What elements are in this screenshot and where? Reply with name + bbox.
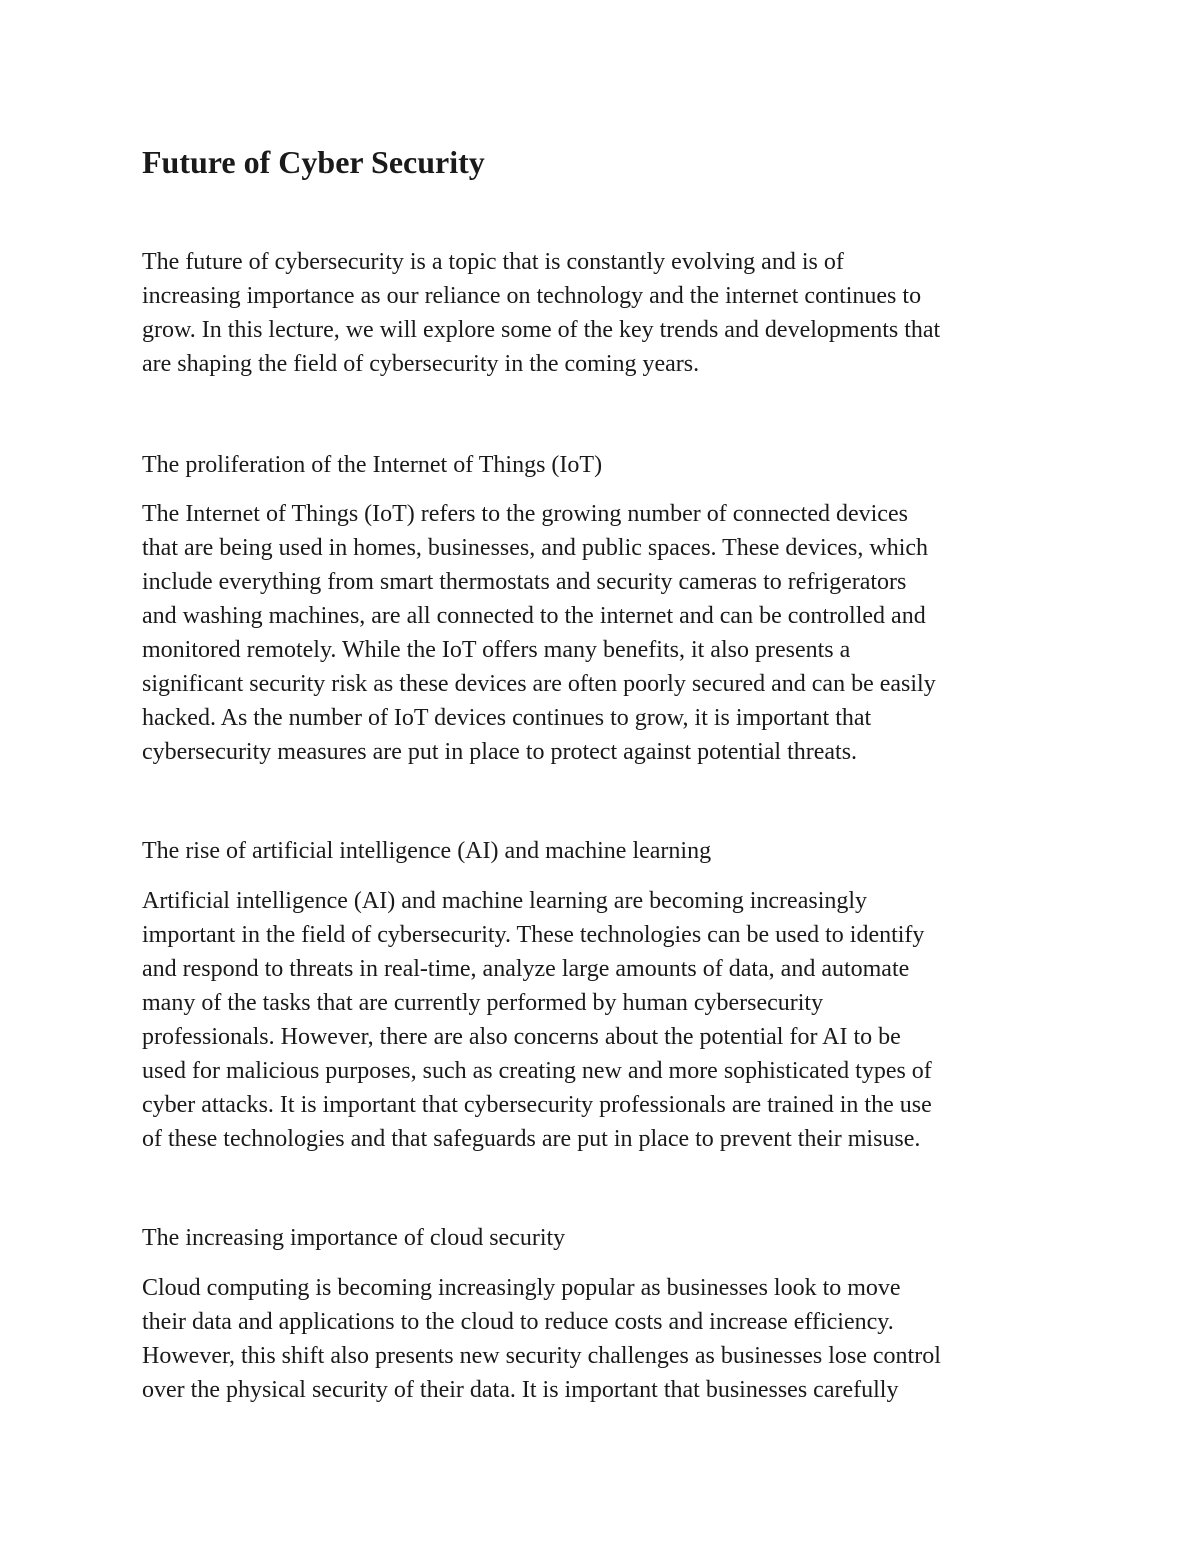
- paragraph-line: cyber attacks. It is important that cybersecurity professionals are trained in the use: [142, 1092, 932, 1118]
- paragraph-line: and respond to threats in real-time, analyze large amounts of data, and automate: [142, 956, 910, 982]
- paragraph-line: used for malicious purposes, such as creating new and more sophisticated types of: [142, 1058, 932, 1084]
- paragraph-line: significant security risk as these devices are often poorly secured and can be easily: [142, 671, 936, 697]
- paragraph-line: grow. In this lecture, we will explore some of the key trends and developments that: [142, 317, 941, 343]
- section-heading-iot: The proliferation of the Internet of Things (IoT): [142, 452, 603, 478]
- paragraph-line: many of the tasks that are currently performed by human cybersecurity: [142, 990, 824, 1016]
- page-title: Future of Cyber Security: [142, 144, 485, 180]
- section-paragraph-iot: [142, 497, 936, 769]
- paragraph-line: hacked. As the number of IoT devices continues to grow, it is important that: [142, 705, 872, 731]
- paragraph-line: of these technologies and that safeguards are put in place to prevent their misuse.: [142, 1126, 921, 1152]
- paragraph-line: over the physical security of their data. It is important that businesses carefully: [142, 1377, 899, 1403]
- intro-paragraph: [142, 245, 940, 381]
- section-heading-ai: The rise of artificial intelligence (AI) and machine learning: [142, 838, 712, 864]
- paragraph-line: The future of cybersecurity is a topic that is constantly evolving and is of: [142, 249, 844, 275]
- paragraph-line: professionals. However, there are also concerns about the potential for AI to be: [142, 1024, 901, 1050]
- paragraph-line: important in the field of cybersecurity. These technologies can be used to identify: [142, 922, 925, 948]
- paragraph-line: monitored remotely. While the IoT offers many benefits, it also presents a: [142, 637, 851, 663]
- paragraph-line: that are being used in homes, businesses, and public spaces. These devices, which: [142, 535, 929, 561]
- section-paragraph-cloud: [142, 1271, 941, 1407]
- section-paragraph-ai: [142, 884, 932, 1156]
- paragraph-line: Artificial intelligence (AI) and machine learning are becoming increasingly: [142, 888, 868, 914]
- paragraph-line: include everything from smart thermostats and security cameras to refrigerators: [142, 569, 907, 595]
- paragraph-line: However, this shift also presents new security challenges as businesses lose control: [142, 1343, 941, 1369]
- section-heading-cloud: The increasing importance of cloud security: [142, 1225, 566, 1251]
- paragraph-line: Cloud computing is becoming increasingly popular as businesses look to move: [142, 1275, 901, 1301]
- paragraph-line: The Internet of Things (IoT) refers to the growing number of connected devices: [142, 501, 908, 527]
- paragraph-line: are shaping the field of cybersecurity in the coming years.: [142, 351, 700, 377]
- paragraph-line: increasing importance as our reliance on technology and the internet continues to: [142, 283, 922, 309]
- paragraph-line: their data and applications to the cloud to reduce costs and increase efficiency.: [142, 1309, 894, 1335]
- paragraph-line: and washing machines, are all connected to the internet and can be controlled and: [142, 603, 926, 629]
- paragraph-line: cybersecurity measures are put in place to protect against potential threats.: [142, 739, 858, 765]
